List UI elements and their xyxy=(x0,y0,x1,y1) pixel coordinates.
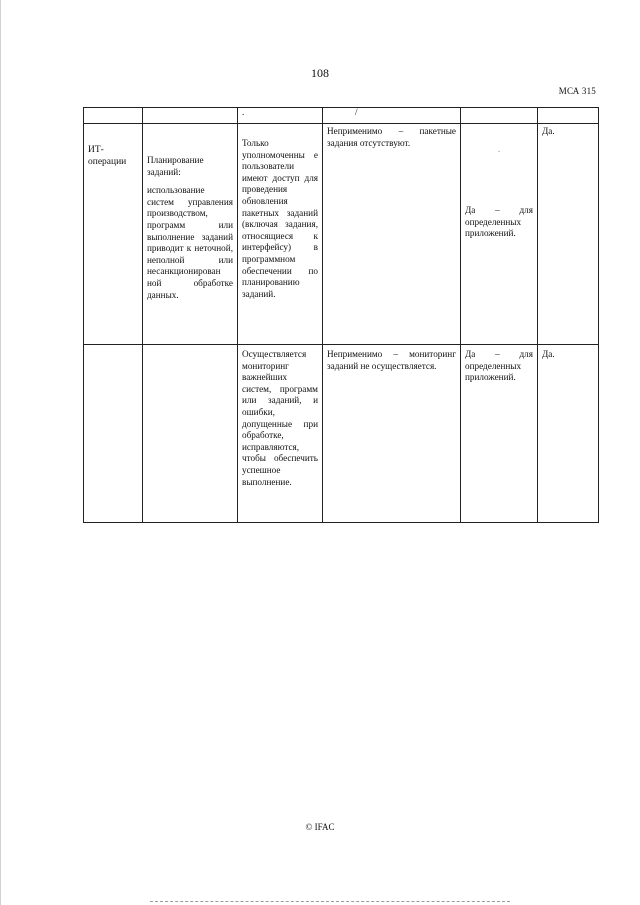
answer-cell xyxy=(538,124,599,345)
header-cell-5 xyxy=(461,108,538,124)
area-label xyxy=(84,345,142,349)
area-cell xyxy=(84,345,143,523)
control-description-cell xyxy=(238,124,323,345)
not-applicable-cell xyxy=(323,345,461,523)
answer-text: Да. xyxy=(542,349,555,359)
partial-applicability-cell xyxy=(461,345,538,523)
faint-mark: . xyxy=(497,144,501,154)
header-cell-4: / xyxy=(323,108,461,124)
control-description: Только уполномоченны е пользователи имеют доступ для проведения обновления пакетных заданий (включая задания, относящиеся к интерфейсу) в программном обеспечении по планированию заданий. xyxy=(242,138,318,299)
header-cell-3: . xyxy=(238,108,323,124)
document-code: МСА 315 xyxy=(558,86,596,96)
control-description-cell xyxy=(238,345,323,523)
table-header-row xyxy=(84,108,599,124)
control-body: использование систем управления производством, программ или выполнение заданий приводит к неточной, неполной или несанкционирован ной обработке данных. xyxy=(147,185,233,300)
header-cell-6 xyxy=(538,108,599,124)
area-cell xyxy=(84,124,143,345)
control-body xyxy=(143,345,237,349)
control-objective-cell xyxy=(143,124,238,345)
copyright-footer: © IFAC xyxy=(305,822,335,832)
partial-applicability-text: Да – для определенных приложений. xyxy=(465,205,533,239)
header-cell-1 xyxy=(84,108,143,124)
not-applicable-cell xyxy=(323,124,461,345)
scan-artifact-line xyxy=(150,901,510,902)
table-row xyxy=(84,345,599,523)
not-applicable-text: Неприменимо – пакетные задания отсутствуют. xyxy=(327,126,456,148)
not-applicable-text: Неприменимо – мониторинг заданий не осуществляется. xyxy=(327,349,456,371)
header-cell-2 xyxy=(143,108,238,124)
control-description: Осуществляется мониторинг важнейших систем, программ или заданий, и ошибки, допущенные при обработке, исправляются, чтобы обеспечить успешное выполнение. xyxy=(242,349,318,487)
controls-table xyxy=(83,107,599,523)
partial-applicability-cell xyxy=(461,124,538,345)
page-number: 108 xyxy=(311,66,329,80)
control-title: Планирование заданий: xyxy=(147,155,204,177)
answer-text: Да. xyxy=(542,126,555,136)
answer-cell xyxy=(538,345,599,523)
table-row xyxy=(84,124,599,345)
area-label: ИТ-операции xyxy=(88,145,127,167)
control-objective-cell xyxy=(143,345,238,523)
partial-applicability-text: Да – для определенных приложений. xyxy=(465,349,533,383)
page-edge-line xyxy=(0,0,1,905)
